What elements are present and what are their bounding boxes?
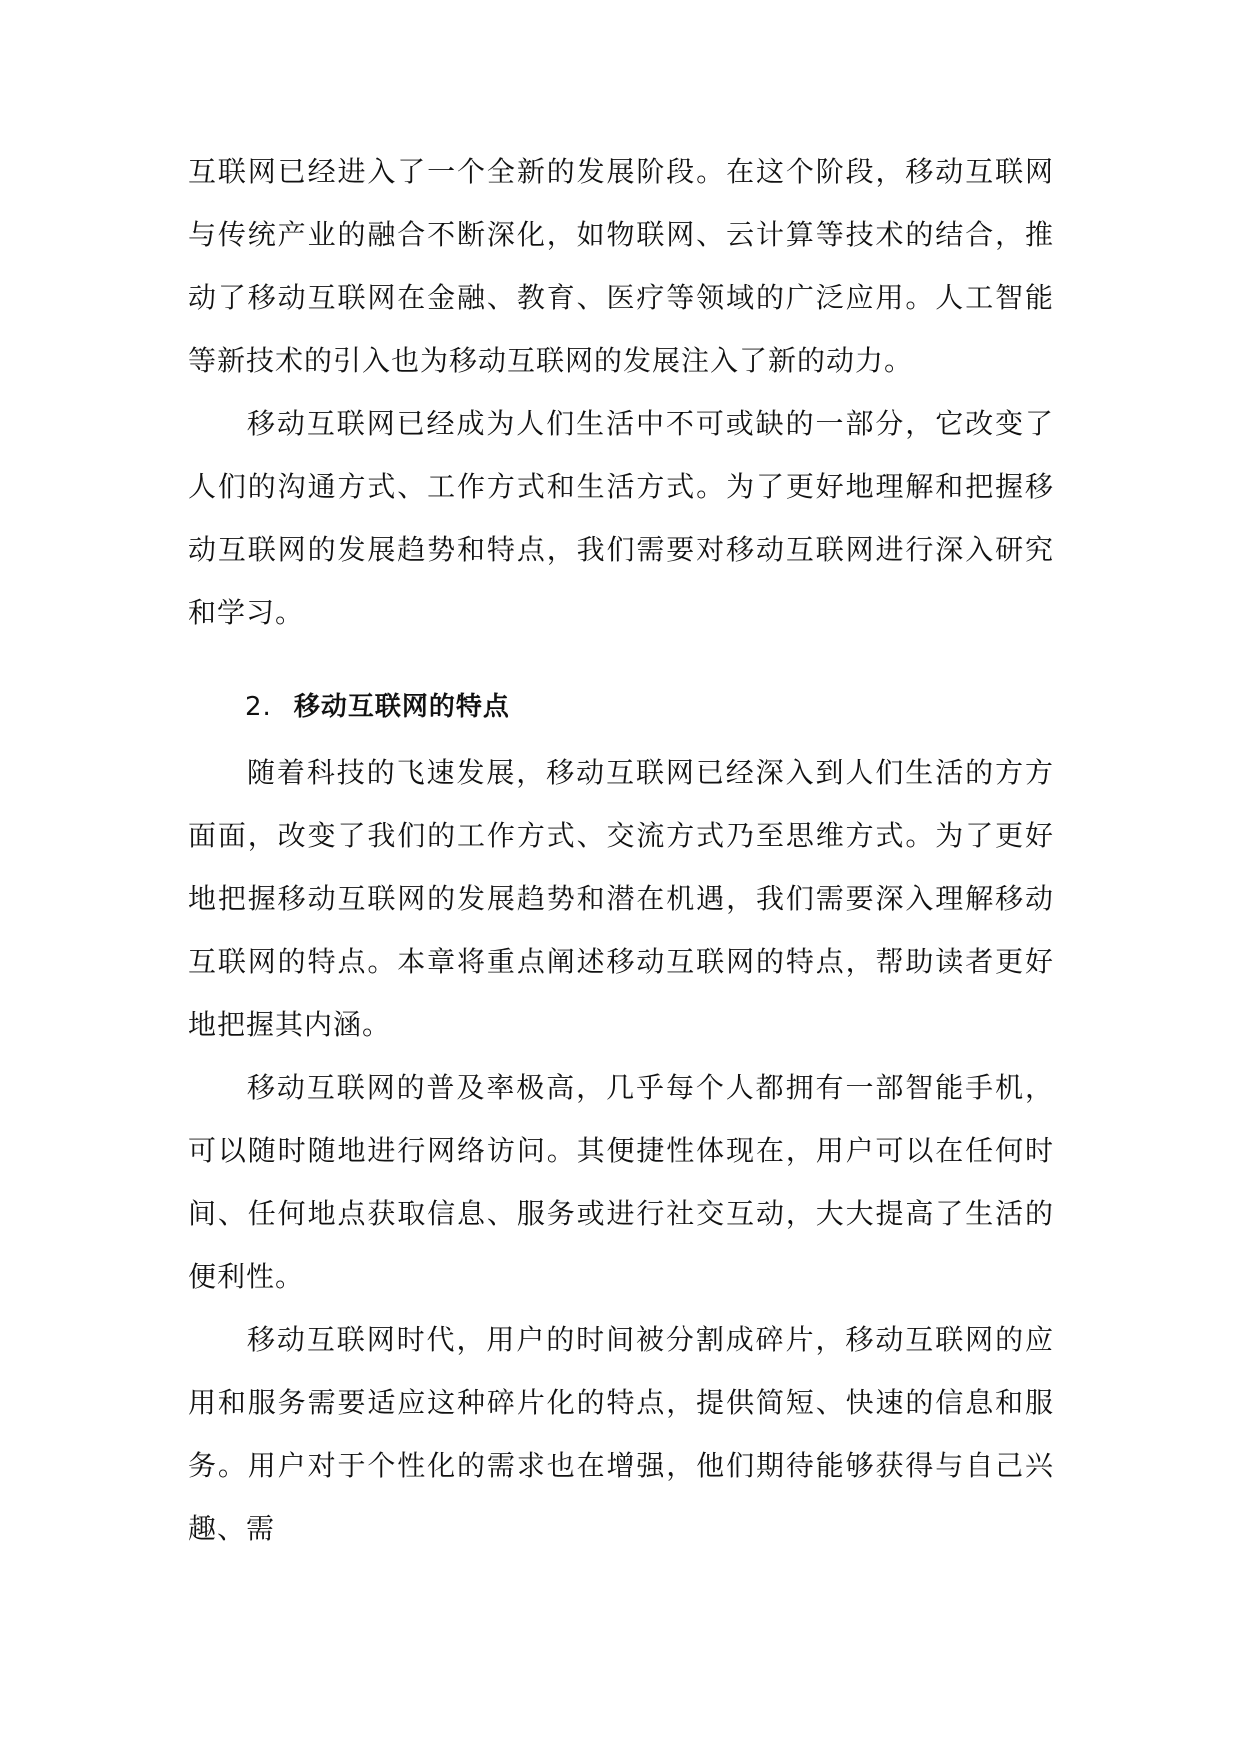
section-title: 移动互联网的特点 (293, 692, 510, 722)
paragraph-intro: 随着科技的飞速发展，移动互联网已经深入到人们生活的方方面面，改变了我们的工作方式、交流方式乃至思维方式。为了更好地把握移动互联网的发展趋势和潜在机遇，我们需要深入理解移动互联网的特点。本章将重点阐述移动互联网的特点，帮助读者更好地把握其内涵。 (188, 756, 1054, 1041)
paragraph-continued: 互联网已经进入了一个全新的发展阶段。在这个阶段，移动互联网与传统产业的融合不断深化，如物联网、云计算等技术的结合，推动了移动互联网在金融、教育、医疗等领域的广泛应用。人工智能等新技术的引入也为移动互联网的发展注入了新的动力。 (188, 155, 1054, 377)
paragraph-summary: 移动互联网已经成为人们生活中不可或缺的一部分，它改变了人们的沟通方式、工作方式和生活方式。为了更好地理解和把握移动互联网的发展趋势和特点，我们需要对移动互联网进行深入研究和学习。 (188, 407, 1054, 629)
paragraph-fragmentation: 移动互联网时代，用户的时间被分割成碎片，移动互联网的应用和服务需要适应这种碎片化的特点，提供简短、快速的信息和服务。用户对于个性化的需求也在增强，他们期待能够获得与自己兴趣、需 (188, 1323, 1054, 1545)
paragraph-popularity: 移动互联网的普及率极高，几乎每个人都拥有一部智能手机，可以随时随地进行网络访问。其便捷性体现在，用户可以在任何时间、任何地点获取信息、服务或进行社交互动，大大提高了生活的便利性。 (188, 1071, 1054, 1293)
section-number: 2. (245, 692, 272, 722)
section-heading (188, 676, 1054, 739)
document-page (188, 140, 1054, 1560)
